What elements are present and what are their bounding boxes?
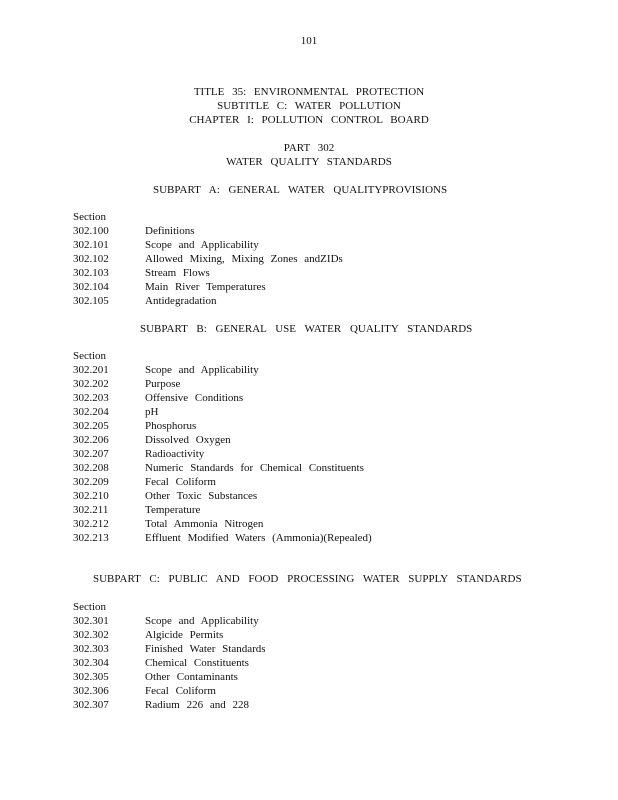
list-item: [73, 295, 216, 309]
list-item: [73, 239, 259, 253]
section-number: 302.203: [73, 392, 109, 404]
list-item: [73, 490, 257, 504]
list-item: [73, 504, 200, 518]
list-item: [73, 518, 263, 532]
part-name-heading: WATER QUALITY STANDARDS: [226, 156, 392, 168]
list-item: [73, 629, 223, 643]
list-item: [73, 615, 259, 629]
section-number: 302.302: [73, 629, 109, 641]
subpart-c-section-label: Section: [73, 601, 106, 613]
section-number: 302.211: [73, 504, 109, 516]
section-number: 302.206: [73, 434, 109, 446]
part-heading: PART 302: [283, 142, 335, 154]
section-number: 302.100: [73, 225, 109, 237]
section-title: Other Contaminants: [145, 671, 238, 683]
list-item: [73, 448, 204, 462]
section-title: Scope and Applicability: [145, 364, 259, 376]
list-item: [73, 532, 372, 546]
section-title: Dissolved Oxygen: [145, 434, 231, 446]
section-number: 302.303: [73, 643, 109, 655]
section-number: 302.213: [73, 532, 109, 544]
section-number: 302.301: [73, 615, 109, 627]
section-number: 302.102: [73, 253, 109, 265]
section-title: Offensive Conditions: [145, 392, 244, 404]
section-title: Scope and Applicability: [145, 239, 259, 251]
section-title: Other Toxic Substances: [145, 490, 258, 502]
section-title: pH: [145, 406, 159, 418]
list-item: [73, 281, 266, 295]
section-title: Definitions: [145, 225, 195, 237]
section-number: 302.212: [73, 518, 109, 530]
chapter-heading: CHAPTER I: POLLUTION CONTROL BOARD: [189, 114, 429, 126]
list-item: [73, 253, 343, 267]
section-title: Allowed Mixing, Mixing Zones andZIDs: [145, 253, 343, 265]
subpart-b-section-label: Section: [73, 350, 106, 362]
list-item: [73, 685, 216, 699]
list-item: [73, 643, 266, 657]
section-number: 302.307: [73, 699, 109, 711]
page-number: 101: [300, 35, 318, 47]
section-number: 302.202: [73, 378, 109, 390]
section-title: Temperature: [145, 504, 201, 516]
section-title: Purpose: [145, 378, 181, 390]
list-item: [73, 225, 195, 239]
section-number: 302.304: [73, 657, 109, 669]
list-item: [73, 434, 231, 448]
title-heading: TITLE 35: ENVIRONMENTAL PROTECTION: [193, 86, 425, 98]
section-number: 302.205: [73, 420, 109, 432]
section-number: 302.210: [73, 490, 109, 502]
section-number: 302.204: [73, 406, 109, 418]
section-number: 302.306: [73, 685, 109, 697]
section-title: Numeric Standards for Chemical Constituents: [145, 462, 364, 474]
section-title: Main River Temperatures: [145, 281, 266, 293]
list-item: [73, 267, 210, 281]
subpart-b-heading: SUBPART B: GENERAL USE WATER QUALITY STANDARDS: [140, 323, 473, 335]
section-title: Fecal Coliform: [145, 685, 216, 697]
subpart-c-heading: SUBPART C: PUBLIC AND FOOD PROCESSING WATER SUPPLY STANDARDS: [93, 573, 522, 585]
list-item: [73, 699, 249, 713]
section-title: Stream Flows: [145, 267, 210, 279]
section-title: Antidegradation: [145, 295, 217, 307]
section-number: 302.201: [73, 364, 109, 376]
section-title: Chemical Constituents: [145, 657, 249, 669]
section-number: 302.101: [73, 239, 109, 251]
section-title: Algicide Permits: [145, 629, 224, 641]
list-item: [73, 420, 196, 434]
list-item: [73, 378, 180, 392]
subpart-a-section-label: Section: [73, 211, 106, 223]
list-item: [73, 392, 243, 406]
section-title: Phosphorus: [145, 420, 197, 432]
list-item: [73, 406, 158, 420]
section-title: Fecal Coliform: [145, 476, 216, 488]
section-number: 302.103: [73, 267, 109, 279]
section-title: Scope and Applicability: [145, 615, 259, 627]
list-item: [73, 476, 216, 490]
section-number: 302.105: [73, 295, 109, 307]
section-number: 302.208: [73, 462, 109, 474]
list-item: [73, 671, 238, 685]
list-item: [73, 462, 364, 476]
subtitle-heading: SUBTITLE C: WATER POLLUTION: [217, 100, 401, 112]
section-title: Finished Water Standards: [145, 643, 266, 655]
list-item: [73, 364, 259, 378]
subpart-a-heading: SUBPART A: GENERAL WATER QUALITYPROVISIONS: [153, 184, 448, 196]
section-title: Total Ammonia Nitrogen: [145, 518, 264, 530]
section-number: 302.209: [73, 476, 109, 488]
section-number: 302.305: [73, 671, 109, 683]
section-title: Radioactivity: [145, 448, 205, 460]
section-title: Effluent Modified Waters (Ammonia)(Repealed): [145, 532, 372, 544]
section-number: 302.104: [73, 281, 109, 293]
section-title: Radium 226 and 228: [145, 699, 249, 711]
section-number: 302.207: [73, 448, 109, 460]
list-item: [73, 657, 249, 671]
